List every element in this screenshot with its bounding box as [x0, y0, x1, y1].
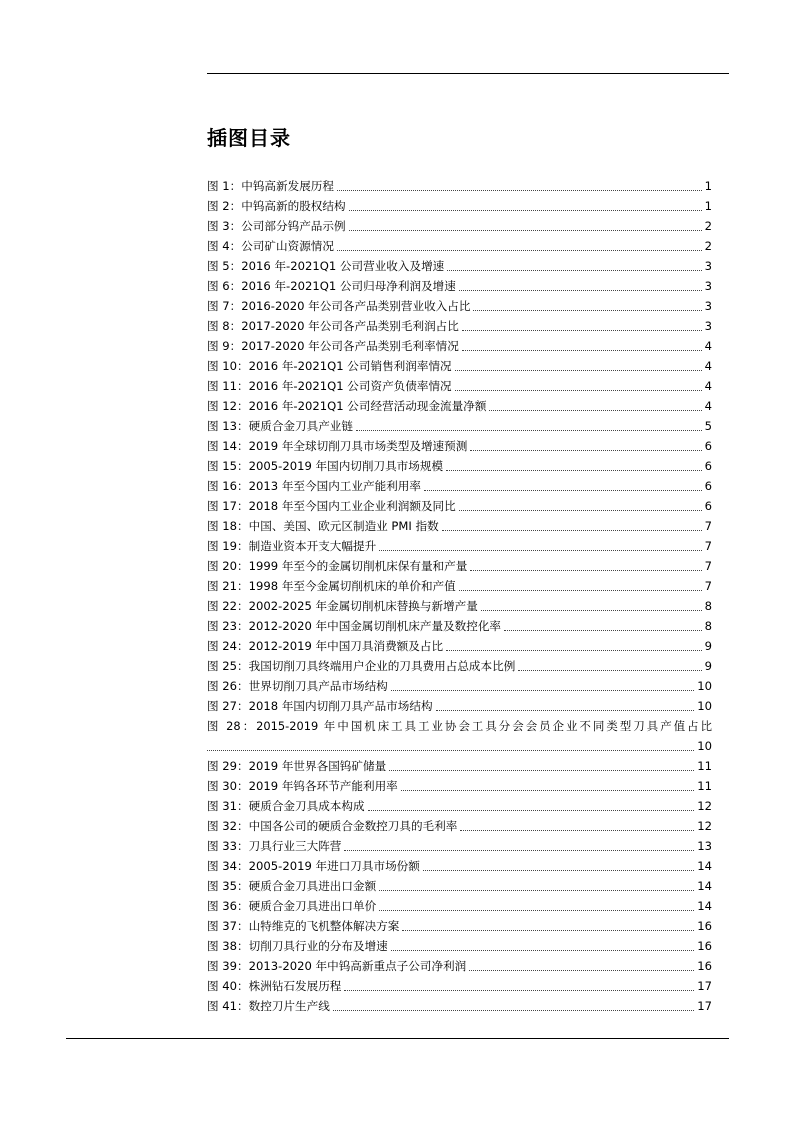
- toc-entry[interactable]: [207, 416, 712, 436]
- dot-leader: [470, 450, 701, 451]
- toc-entry[interactable]: [207, 576, 712, 596]
- toc-entry-label: 图 7：2016-2020 年公司各产品类别营业收入占比: [207, 299, 471, 313]
- toc-entry[interactable]: [207, 436, 712, 456]
- dot-leader: [460, 830, 694, 831]
- toc-entry-page: 9: [704, 639, 712, 653]
- toc-entry-label: 图 5：2016 年-2021Q1 公司营业收入及增速: [207, 259, 445, 273]
- toc-entry-label: 图 31：硬质合金刀具成本构成: [207, 799, 365, 813]
- toc-entry[interactable]: [207, 176, 712, 196]
- dot-leader: [349, 210, 702, 211]
- toc-entry-label: 图 11：2016 年-2021Q1 公司资产负债率情况: [207, 379, 452, 393]
- toc-entry[interactable]: [207, 536, 712, 556]
- dot-leader: [504, 630, 702, 631]
- dot-leader: [389, 770, 694, 771]
- toc-entry[interactable]: [207, 676, 712, 696]
- toc-entry[interactable]: [207, 776, 712, 796]
- toc-entry-page: 6: [704, 459, 712, 473]
- toc-entry-page: 14: [697, 859, 712, 873]
- toc-entry[interactable]: [207, 936, 712, 956]
- toc-entry-label: 图 40：株洲钻石发展历程: [207, 979, 342, 993]
- toc-entry[interactable]: [207, 836, 712, 856]
- toc-entry[interactable]: [207, 596, 712, 616]
- toc-entry-page: 2: [704, 239, 712, 253]
- toc-entry-page: 8: [704, 599, 712, 613]
- toc-entry-page: 13: [697, 839, 712, 853]
- toc-entry-label: 图 27：2018 年国内切削刀具产品市场结构: [207, 699, 433, 713]
- toc-entry[interactable]: [207, 976, 712, 996]
- dot-leader: [356, 430, 702, 431]
- toc-entry-page: 7: [704, 539, 712, 553]
- toc-entry-page: 1: [704, 179, 712, 193]
- dot-leader: [379, 550, 701, 551]
- toc-entry[interactable]: [207, 636, 712, 656]
- toc-entry-page: 3: [704, 279, 712, 293]
- toc-entry[interactable]: [207, 896, 712, 916]
- toc-entry[interactable]: [207, 476, 712, 496]
- toc-entry-label: 图 36：硬质合金刀具进出口单价: [207, 899, 377, 913]
- toc-entry-page: 17: [697, 999, 712, 1013]
- toc-entry[interactable]: [207, 336, 712, 356]
- dot-leader: [462, 350, 702, 351]
- toc-entry-page: 12: [697, 819, 712, 833]
- toc-entry-label: 图 35：硬质合金刀具进出口金额: [207, 879, 377, 893]
- dot-leader: [481, 610, 702, 611]
- toc-entry-label: 图 18：中国、美国、欧元区制造业 PMI 指数: [207, 519, 439, 533]
- dot-leader: [344, 850, 694, 851]
- dot-leader: [446, 650, 702, 651]
- toc-entry-label: 图 19：制造业资本开支大幅提升: [207, 539, 377, 553]
- toc-entry-continuation[interactable]: [207, 736, 712, 756]
- dot-leader: [518, 670, 701, 671]
- toc-entry[interactable]: [207, 716, 712, 736]
- toc-entry-label: 图 22：2002-2025 年金属切削机床替换与新增产量: [207, 599, 478, 613]
- toc-entry-label: 图 16：2013 年至今国内工业产能利用率: [207, 479, 421, 493]
- toc-entry-page: 10: [697, 699, 712, 713]
- toc-entry-label: 图 21：1998 年至今金属切削机床的单价和产值: [207, 579, 456, 593]
- dot-leader: [455, 390, 702, 391]
- toc-entry[interactable]: [207, 876, 712, 896]
- dot-leader: [455, 370, 702, 371]
- toc-entry-label: 图 41：数控刀片生产线: [207, 999, 330, 1013]
- toc-entry-label: 图 2：中钨高新的股权结构: [207, 199, 346, 213]
- toc-entry-page: 3: [704, 259, 712, 273]
- toc-entry-page: 4: [704, 399, 712, 413]
- dot-leader: [379, 890, 694, 891]
- toc-entry[interactable]: [207, 756, 712, 776]
- figure-toc-list: [207, 176, 712, 1016]
- toc-entry[interactable]: [207, 916, 712, 936]
- dot-leader: [379, 910, 694, 911]
- toc-entry-page: 4: [704, 339, 712, 353]
- dot-leader: [333, 1010, 694, 1011]
- dot-leader: [489, 410, 701, 411]
- toc-entry-page: 17: [697, 979, 712, 993]
- dot-leader: [470, 570, 701, 571]
- toc-entry[interactable]: [207, 516, 712, 536]
- toc-entry-page: 11: [697, 759, 712, 773]
- toc-entry-page: 7: [704, 579, 712, 593]
- dot-leader: [436, 710, 695, 711]
- toc-entry[interactable]: [207, 816, 712, 836]
- toc-entry-page: 3: [704, 319, 712, 333]
- toc-entry[interactable]: [207, 656, 712, 676]
- toc-entry[interactable]: [207, 356, 712, 376]
- toc-entry[interactable]: [207, 216, 712, 236]
- toc-entry-label: 图 38：切削刀具行业的分布及增速: [207, 939, 388, 953]
- toc-entry[interactable]: [207, 256, 712, 276]
- dot-leader: [337, 250, 702, 251]
- toc-entry-page: 6: [704, 439, 712, 453]
- dot-leader: [423, 870, 694, 871]
- toc-entry-label: 图 33：刀具行业三大阵营: [207, 839, 342, 853]
- toc-entry-label: 图 20：1999 年至今的金属切削机床保有量和产量: [207, 559, 468, 573]
- toc-entry-page: 8: [704, 619, 712, 633]
- toc-entry-label: 图 39：2013-2020 年中钨高新重点子公司净利润: [207, 959, 467, 973]
- toc-entry-page: 9: [704, 659, 712, 673]
- dot-leader: [469, 970, 694, 971]
- dot-leader: [401, 790, 694, 791]
- toc-entry-page: 14: [697, 879, 712, 893]
- toc-entry-label: 图 28：2015-2019 年中国机床工具工业协会工具分会会员企业不同类型刀具产值占比: [207, 719, 712, 733]
- toc-entry-label: 图 13：硬质合金刀具产业链: [207, 419, 353, 433]
- toc-entry-page: 5: [704, 419, 712, 433]
- toc-entry-label: 图 30：2019 年钨各环节产能利用率: [207, 779, 398, 793]
- dot-leader: [349, 230, 702, 231]
- dot-leader: [459, 290, 702, 291]
- toc-entry-label: 图 26：世界切削刀具产品市场结构: [207, 679, 388, 693]
- toc-entry-page: 12: [697, 799, 712, 813]
- toc-entry-label: 图 29：2019 年世界各国钨矿储量: [207, 759, 387, 773]
- toc-entry-page: 14: [697, 899, 712, 913]
- toc-entry[interactable]: [207, 616, 712, 636]
- toc-entry-page: 16: [697, 939, 712, 953]
- dot-leader: [459, 590, 702, 591]
- dot-leader: [462, 330, 702, 331]
- toc-entry-label: 图 23：2012-2020 年中国金属切削机床产量及数控化率: [207, 619, 502, 633]
- toc-entry-page: 7: [704, 519, 712, 533]
- toc-entry-label: 图 24：2012-2019 年中国刀具消费额及占比: [207, 639, 444, 653]
- toc-entry-label: 图 34：2005-2019 年进口刀具市场份额: [207, 859, 420, 873]
- dot-leader: [459, 510, 702, 511]
- toc-entry-page: 10: [697, 679, 712, 693]
- toc-entry-label: 图 25：我国切削刀具终端用户企业的刀具费用占总成本比例: [207, 659, 516, 673]
- dot-leader: [442, 530, 702, 531]
- toc-entry-page: 16: [697, 959, 712, 973]
- toc-entry-label: 图 6：2016 年-2021Q1 公司归母净利润及增速: [207, 279, 456, 293]
- dot-leader: [473, 310, 701, 311]
- toc-entry[interactable]: [207, 796, 712, 816]
- toc-entry-page: 2: [704, 219, 712, 233]
- toc-entry[interactable]: [207, 296, 712, 316]
- toc-entry-label: 图 1：中钨高新发展历程: [207, 179, 334, 193]
- dot-leader: [337, 190, 702, 191]
- dot-leader: [402, 930, 694, 931]
- toc-entry[interactable]: [207, 276, 712, 296]
- toc-entry[interactable]: [207, 316, 712, 336]
- toc-entry-label: 图 10：2016 年-2021Q1 公司销售利润率情况: [207, 359, 452, 373]
- toc-entry[interactable]: [207, 696, 712, 716]
- toc-entry-page: 7: [704, 559, 712, 573]
- toc-entry[interactable]: [207, 196, 712, 216]
- toc-entry[interactable]: [207, 996, 712, 1016]
- toc-entry-label: 图 37：山特维克的飞机整体解决方案: [207, 919, 400, 933]
- toc-entry-label: 图 15：2005-2019 年国内切削刀具市场规模: [207, 459, 444, 473]
- toc-entry-label: 图 4：公司矿山资源情况: [207, 239, 334, 253]
- toc-entry-page: 16: [697, 919, 712, 933]
- dot-leader: [391, 690, 694, 691]
- toc-entry-page: 6: [704, 499, 712, 513]
- dot-leader: [446, 470, 702, 471]
- toc-entry-label: 图 17：2018 年至今国内工业企业利润额及同比: [207, 499, 456, 513]
- footer-rule: [66, 1038, 729, 1039]
- toc-entry-page: 4: [704, 379, 712, 393]
- dot-leader: [368, 810, 695, 811]
- toc-entry-page: 4: [704, 359, 712, 373]
- toc-entry[interactable]: [207, 376, 712, 396]
- toc-entry[interactable]: [207, 456, 712, 476]
- toc-entry-label: 图 8：2017-2020 年公司各产品类别毛利润占比: [207, 319, 459, 333]
- dot-leader: [391, 950, 694, 951]
- dot-leader: [447, 270, 701, 271]
- toc-entry-label: 图 12：2016 年-2021Q1 公司经营活动现金流量净额: [207, 399, 487, 413]
- toc-entry-page: 6: [704, 479, 712, 493]
- dot-leader: [424, 490, 702, 491]
- toc-entry-page: 1: [704, 199, 712, 213]
- toc-entry-label: 图 9：2017-2020 年公司各产品类别毛利率情况: [207, 339, 459, 353]
- toc-entry-page: 3: [704, 299, 712, 313]
- toc-entry-label: 图 3：公司部分钨产品示例: [207, 219, 346, 233]
- header-rule: [207, 73, 729, 74]
- toc-entry[interactable]: [207, 496, 712, 516]
- toc-entry[interactable]: [207, 956, 712, 976]
- page-title: 插图目录: [207, 126, 291, 150]
- toc-entry-page: 11: [697, 779, 712, 793]
- toc-entry[interactable]: [207, 856, 712, 876]
- toc-entry[interactable]: [207, 396, 712, 416]
- toc-entry[interactable]: [207, 556, 712, 576]
- toc-entry-label: 图 32：中国各公司的硬质合金数控刀具的毛利率: [207, 819, 458, 833]
- toc-entry-label: 图 14：2019 年全球切削刀具市场类型及增速预测: [207, 439, 468, 453]
- toc-entry[interactable]: [207, 236, 712, 256]
- dot-leader: [344, 990, 694, 991]
- toc-entry-page: 10: [697, 739, 712, 753]
- dot-leader: [207, 750, 694, 751]
